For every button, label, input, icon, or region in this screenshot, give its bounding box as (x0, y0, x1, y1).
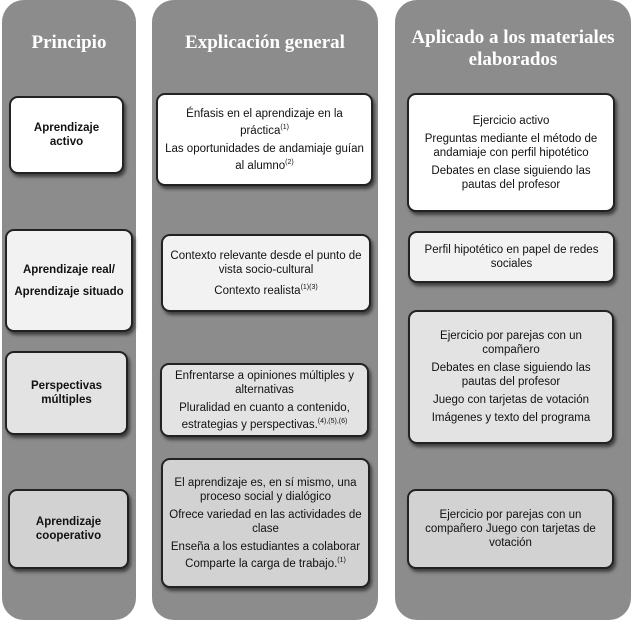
principle-label-line1: Aprendizaje real/ (22, 263, 116, 276)
principle-label-line1: Perspectivas (31, 380, 102, 392)
applied-item: Ejercicio por parejas con un compañero (440, 330, 582, 356)
applied-item: Ejercicio activo (472, 114, 550, 127)
applied-item: Perfil hipotético en papel de redes sociales (424, 244, 599, 270)
explanation-box-real (161, 234, 371, 312)
explanation-item: Contexto relevante desde el punto de vista socio-cultural (170, 249, 362, 276)
explanation-item: Enfrentarse a opiniones múltiples y alternativas (175, 369, 354, 396)
principle-label-line2: múltiples (41, 394, 92, 406)
applied-item: Debates en clase siguiendo las pautas del profesor (431, 164, 591, 191)
explanation-item: Contexto realista$^{(1)(3)}$ (214, 283, 318, 297)
applied-item: Juego con tarjetas de votación (433, 394, 589, 406)
explanation-item: Ofrece variedad en las actividades de clase (169, 508, 362, 535)
explanation-box-active (156, 93, 373, 186)
principle-box-real (5, 229, 133, 332)
principle-label-line1: Aprendizaje (35, 516, 102, 528)
principle-box-cooperative (8, 489, 129, 569)
applied-box-real (408, 231, 615, 283)
applied-box-cooperative (407, 489, 614, 569)
explanation-box-cooperative (161, 458, 370, 588)
explanation-box-perspectives (160, 363, 369, 437)
principle-label: Aprendizaje activo (33, 122, 100, 148)
column-title-aplicado-line1: Aplicado a los materiales (411, 27, 615, 48)
principle-label-line2: Aprendizaje situado (14, 285, 124, 298)
column-title-principio: Principio (31, 32, 107, 53)
column-title-aplicado (395, 27, 631, 71)
applied-item: Ejercicio por parejas con un compañero Juego con tarjetas de votación (425, 509, 596, 549)
applied-item: Preguntas mediante el método de andamiaje con perfil hipotético (424, 132, 598, 159)
column-title-explicacion: Explicación general (185, 32, 345, 53)
principle-box-active (9, 96, 124, 174)
explanation-item: Comparte la carga de trabajo.$^{(1)}$ (185, 556, 346, 570)
applied-box-active (407, 93, 615, 212)
principle-label-line2: cooperativo (35, 530, 102, 542)
applied-item: Imágenes y texto del programa (431, 412, 591, 424)
applied-item: Debates en clase siguiendo las pautas del profesor (431, 362, 591, 388)
explanation-item: Enseña a los estudiantes a colaborar (170, 540, 361, 553)
explanation-item: El aprendizaje es, en sí mismo, una proceso social y dialógico (174, 476, 357, 503)
explanation-item: Pluralidad en cuanto a contenido, estrategias y perspectivas.$^{(4),(5),(6)}$ (179, 401, 350, 431)
principle-box-perspectives (5, 351, 128, 435)
explanation-item: Énfasis en el aprendizaje en la práctica$^{(1)}$ (186, 107, 343, 137)
column-title-aplicado-line2: elaborados (468, 49, 558, 70)
applied-box-perspectives (408, 310, 614, 444)
explanation-item: Las oportunidades de andamiaje guían al alumno$^{(2)}$ (165, 142, 364, 172)
